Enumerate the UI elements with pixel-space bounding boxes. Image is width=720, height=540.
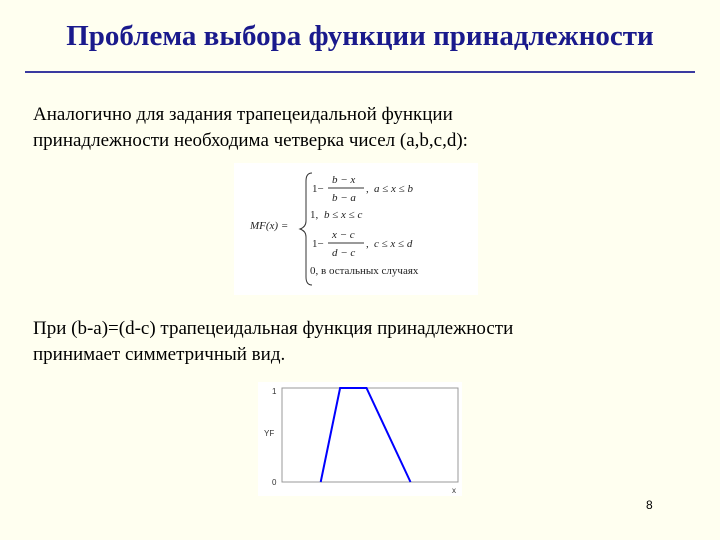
title-underline [25, 71, 695, 73]
case2-condition: b ≤ x ≤ c [324, 209, 363, 221]
symmetry-paragraph [33, 316, 673, 368]
intro-line-1: Аналогично для задания трапецеидальной функции [33, 104, 453, 125]
case1-comma: , [366, 183, 369, 195]
ytick-bottom: 0 [272, 478, 277, 487]
trapezoid-chart [258, 382, 462, 496]
formula-lhs: MF(x) = [250, 220, 289, 232]
case1-condition: a ≤ x ≤ b [374, 183, 413, 195]
ylabel: YF [264, 429, 275, 438]
formula-image [234, 163, 478, 295]
case1-numerator: b − x [332, 174, 356, 186]
case3-comma: , [366, 238, 369, 250]
case2-value: 1, [310, 209, 319, 221]
symmetry-line-1: При (b-a)=(d-c) трапецеидальная функция принадлежности [33, 318, 514, 339]
intro-paragraph [33, 102, 673, 154]
symmetry-line-2: принимает симметричный вид. [33, 344, 286, 365]
case4: 0, в остальных случаях [310, 265, 419, 277]
case1-prefix: 1− [312, 183, 324, 195]
case3-denominator: d − c [332, 247, 356, 259]
slide-title: Проблема выбора функции принадлежности [66, 20, 654, 52]
page-number: 8 [646, 498, 653, 512]
case1-denominator: b − a [332, 192, 356, 204]
ytick-top: 1 [272, 387, 277, 396]
case3-prefix: 1− [312, 238, 324, 250]
plot-frame [282, 388, 458, 482]
case3-condition: c ≤ x ≤ d [374, 238, 413, 250]
case3-numerator: x − c [332, 229, 355, 241]
trapezoid-series-line [321, 388, 411, 482]
xlabel: x [452, 486, 456, 495]
intro-line-2: принадлежности необходима четверка чисел (a,b,c,d): [33, 130, 468, 151]
